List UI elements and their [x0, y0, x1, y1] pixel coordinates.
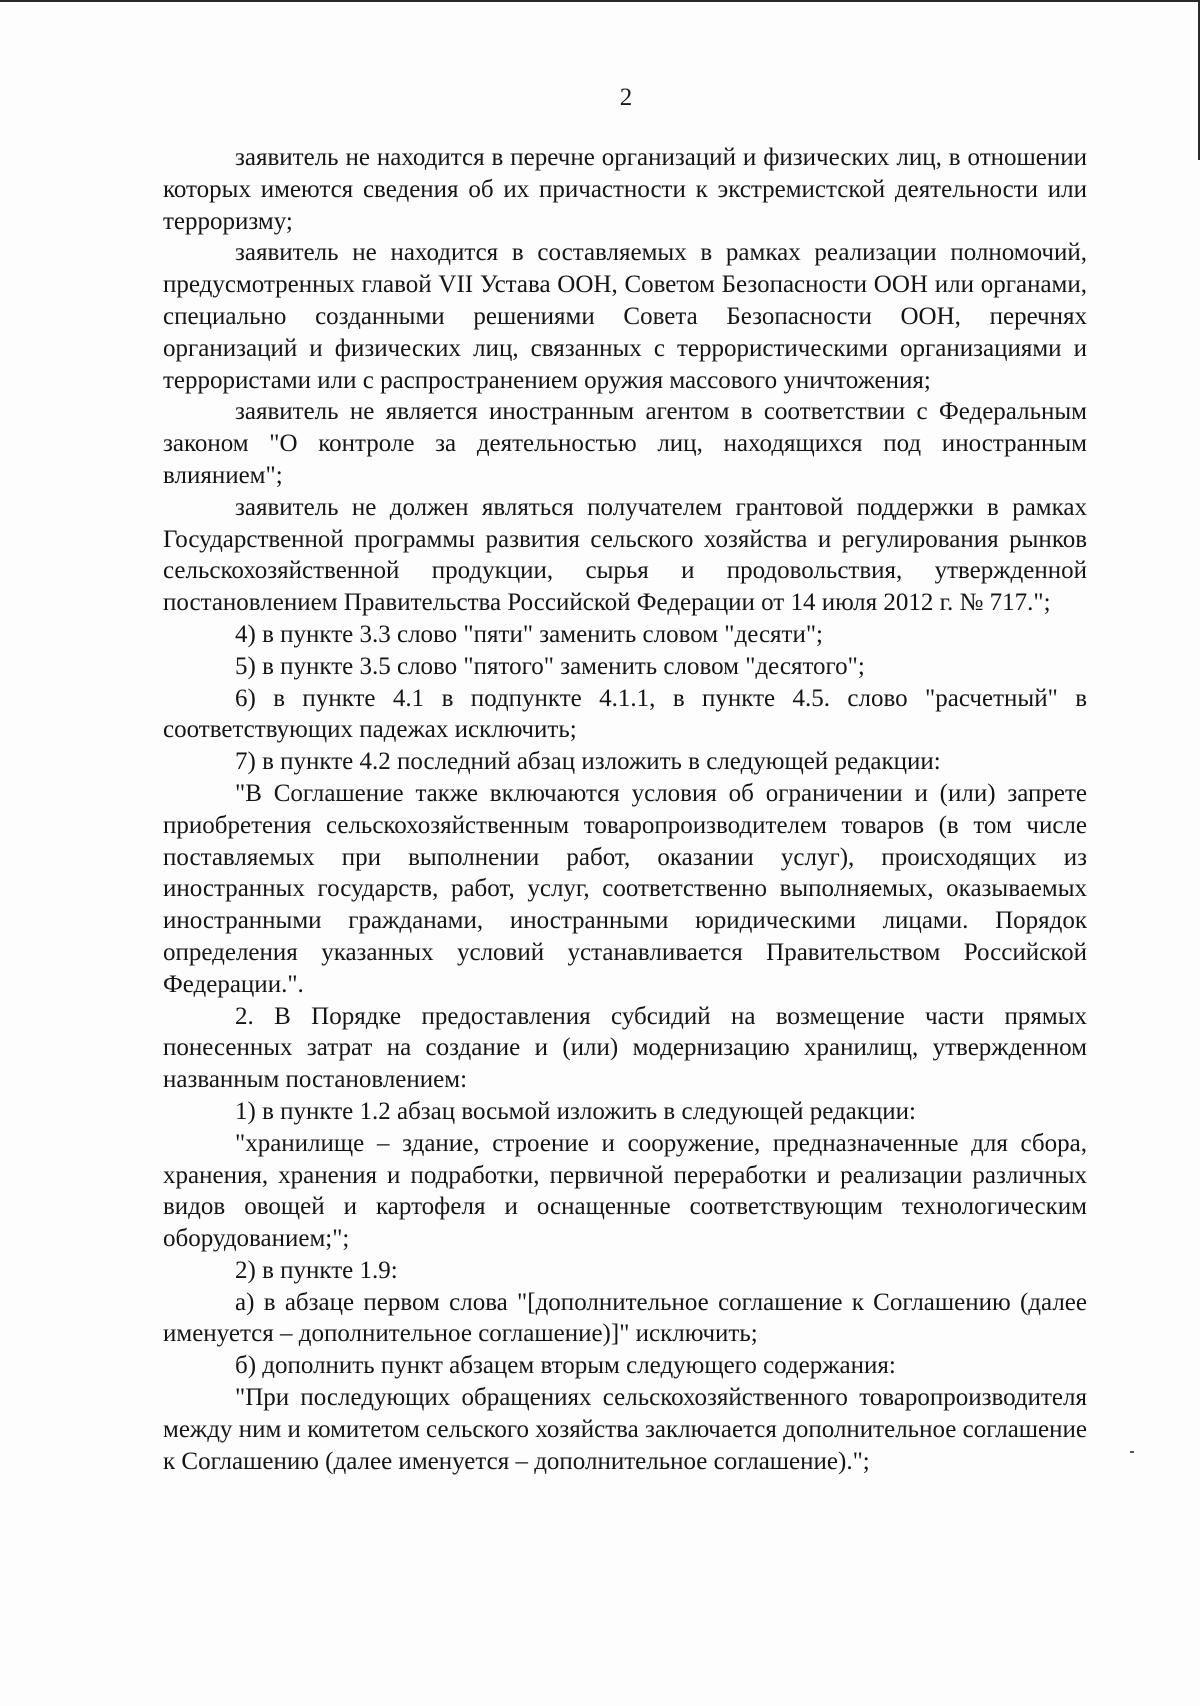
scan-speck [1130, 1451, 1134, 1453]
paragraph: 2) в пункте 1.9: [235, 1256, 398, 1284]
paragraph: а) в абзаце первом слова "[дополнительное соглашение к Соглашению (далее именуется – дополнительное соглашение)]" исключить; [163, 1288, 1087, 1348]
paragraph: 6) в пункте 4.1 в подпункте 4.1.1, в пункте 4.5. слово "расчетный" в соответствующих падежах исключить; [163, 684, 1087, 744]
paragraph: "хранилище – здание, строение и сооружение, предназначенные для сбора, хранения, хранения и подработки, первичной переработки и реализации различных видов овощей и картофеля и оснащенные соответствующим технологическим оборудованием;"; [163, 1129, 1087, 1253]
paragraph: 1) в пункте 1.2 абзац восьмой изложить в следующей редакции: [235, 1097, 917, 1125]
paragraph: 5) в пункте 3.5 слово "пятого" заменить словом "десятого"; [235, 652, 865, 680]
paragraph: 7) в пункте 4.2 последний абзац изложить в следующей редакции: [235, 748, 941, 776]
paragraph: заявитель не должен являться получателем грантовой поддержки в рамках Государственной программы развития сельского хозяйства и регулирования рынков сельскохозяйственной продукции, сырья и продовольствия, утвержденной постановлением Правительства Российской Федерации от 14 июля 2012 г. № 717."; [163, 493, 1087, 617]
paragraph: б) дополнить пункт абзацем вторым следующего содержания: [235, 1352, 896, 1380]
paragraph: заявитель не находится в составляемых в рамках реализации полномочий, предусмотренных главой VII Устава ООН, Советом Безопасности ООН или органами, специально созданными решениями Совета Безопасности ООН, перечнях организаций и физических лиц, связанных с террористическими организациями и террористами или с распространением оружия массового уничтожения; [163, 239, 1087, 394]
page-number: 2 [619, 84, 633, 111]
paragraph: "В Соглашение также включаются условия об ограничении и (или) запрете приобретения сельскохозяйственным товаропроизводителем товаров (в том числе поставляемых при выполнении работ, оказании услуг), происходящих из иностранных государств, работ, услуг, соответственно выполняемых, оказываемых иностранными гражданами, иностранными юридическими лицами. Порядок определения указанных условий устанавливается Правительством Российской Федерации.". [163, 779, 1087, 998]
paragraph: "При последующих обращениях сельскохозяйственного товаропроизводителя между ним и комитетом сельского хозяйства заключается дополнительное соглашение к Соглашению (далее именуется – дополнительное соглашение)."; [163, 1384, 1087, 1475]
paragraph: заявитель не находится в перечне организаций и физических лиц, в отношении которых имеются сведения об их причастности к экстремистской деятельности или терроризму; [163, 144, 1087, 235]
paragraph: 4) в пункте 3.3 слово "пяти" заменить словом "десяти"; [235, 620, 823, 648]
paragraph: 2. В Порядке предоставления субсидий на возмещение части прямых понесенных затрат на создание и (или) модернизацию хранилищ, утвержденном названным постановлением: [163, 1002, 1087, 1094]
scan-edge-top [0, 0, 1200, 2]
paragraph: заявитель не является иностранным агентом в соответствии с Федеральным законом "О контроле за деятельностью лиц, находящихся под иностранным влиянием"; [163, 398, 1087, 489]
document-body [163, 142, 1087, 1477]
